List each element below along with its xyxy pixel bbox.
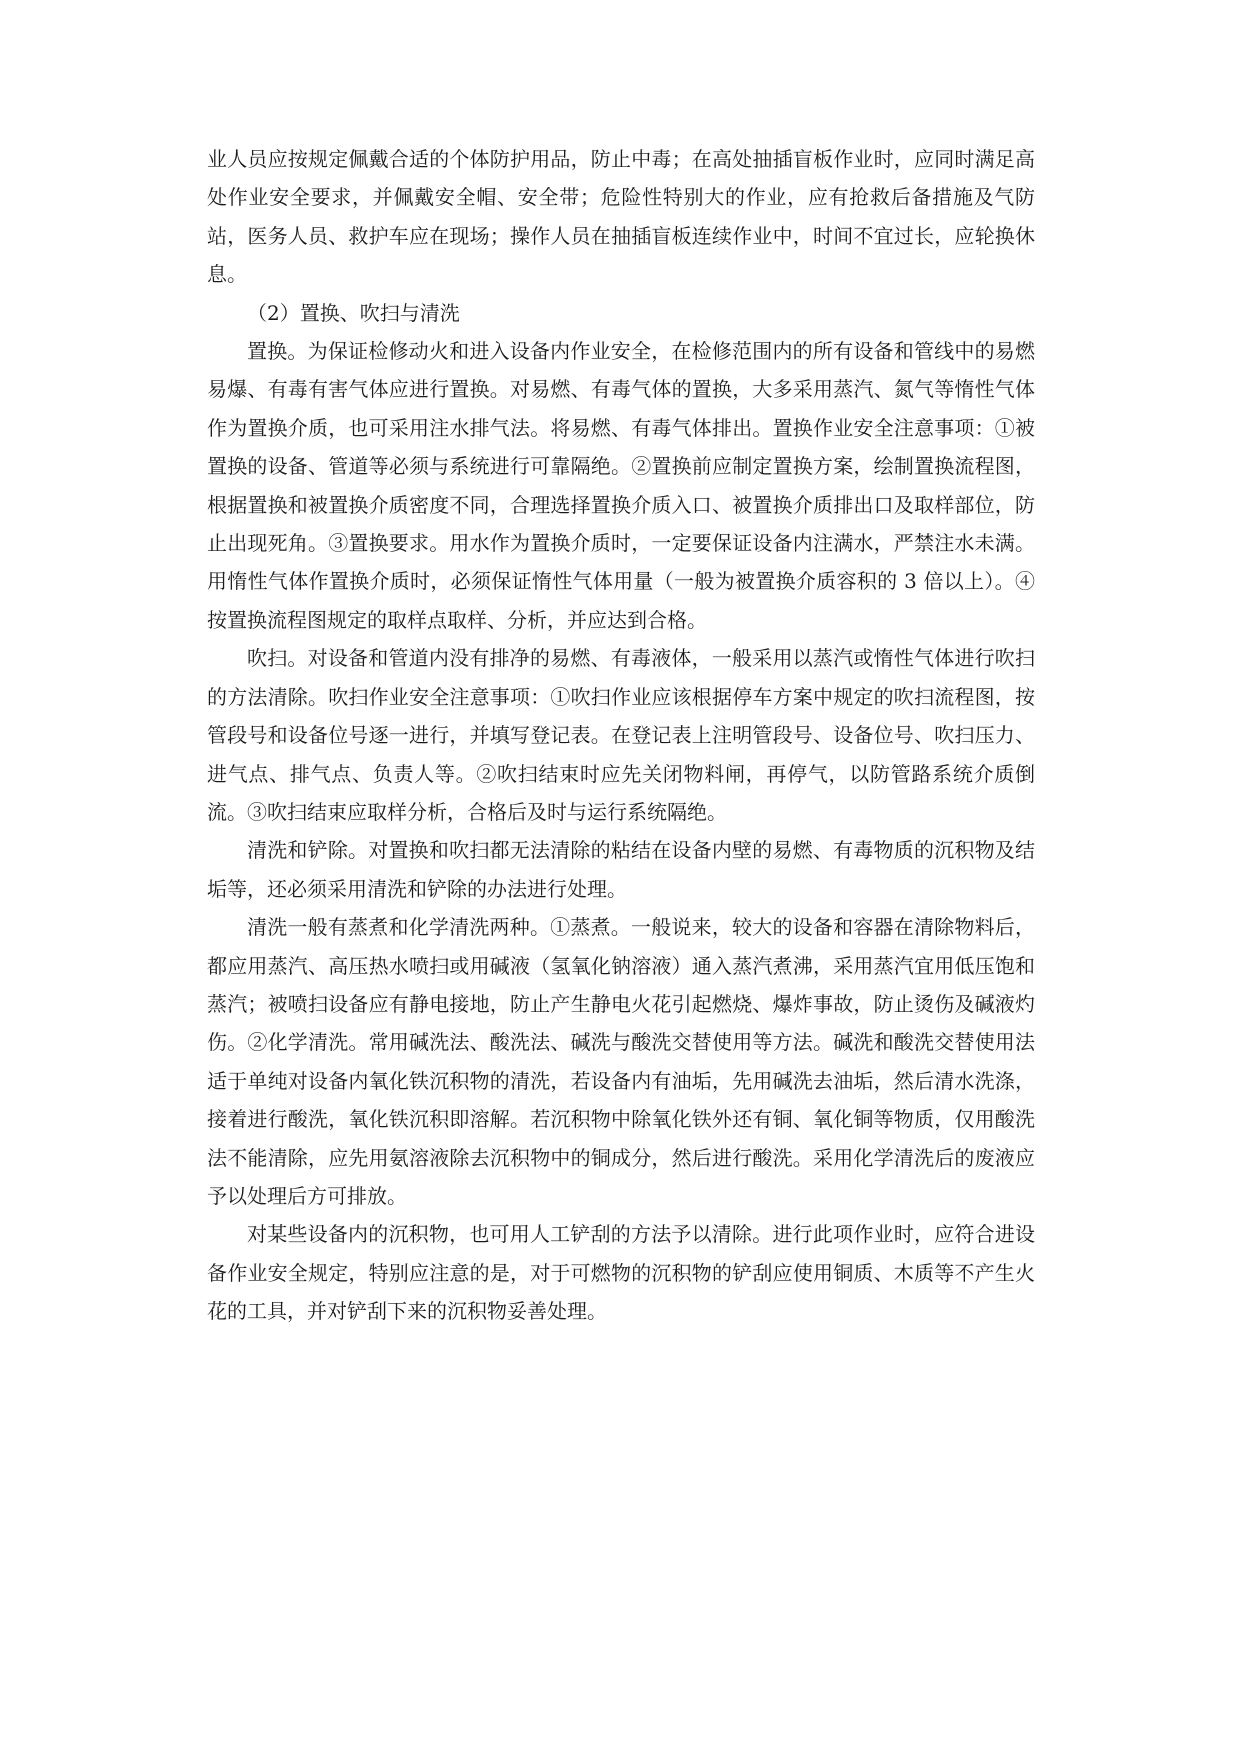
document-body (207, 140, 1035, 1331)
paragraph-cleaning-and-scraping: 清洗和铲除。对置换和吹扫都无法清除的粘结在设备内壁的易燃、有毒物质的沉积物及结垢等，还必须采用清洗和铲除的办法进行处理。 (207, 838, 1035, 901)
paragraph-purging: 吹扫。对设备和管道内没有排净的易燃、有毒液体，一般采用以蒸汽或惰性气体进行吹扫的方法清除。吹扫作业安全注意事项：①吹扫作业应该根据停车方案中规定的吹扫流程图，按管段号和设备位号逐一进行，并填写登记表。在登记表上注明管段号、设备位号、吹扫压力、进气点、排气点、负责人等。②吹扫结束时应先关闭物料闸，再停气，以防管路系统介质倒流。③吹扫结束应取样分析，合格后及时与运行系统隔绝。 (207, 646, 1035, 824)
paragraph-replacement: 置换。为保证检修动火和进入设备内作业安全，在检修范围内的所有设备和管线中的易燃易爆、有毒有害气体应进行置换。对易燃、有毒气体的置换，大多采用蒸汽、氮气等惰性气体作为置换介质，也可采用注水排气法。将易燃、有毒气体排出。置换作业安全注意事项：①被置换的设备、管道等必须与系统进行可靠隔绝。②置换前应制定置换方案，绘制置换流程图，根据置换和被置换介质密度不同，合理选择置换介质入口、被置换介质排出口及取样部位，防止出现死角。③置换要求。用水作为置换介质时，一定要保证设备内注满水，严禁注水未满。用惰性气体作置换介质时，必须保证惰性气体用量（一般为被置换介质容积的 3 倍以上）。④按置换流程图规定的取样点取样、分析，并应达到合格。 (207, 339, 1035, 632)
paragraph-cleaning-methods: 清洗一般有蒸煮和化学清洗两种。①蒸煮。一般说来，较大的设备和容器在清除物料后，都应用蒸汽、高压热水喷扫或用碱液（氢氧化钠溶液）通入蒸汽煮沸，采用蒸汽宜用低压饱和蒸汽；被喷扫设备应有静电接地，防止产生静电火花引起燃烧、爆炸事故，防止烫伤及碱液灼伤。②化学清洗。常用碱洗法、酸洗法、碱洗与酸洗交替使用等方法。碱洗和酸洗交替使用法适于单纯对设备内氧化铁沉积物的清洗，若设备内有油垢，先用碱洗去油垢，然后清水洗涤，接着进行酸洗，氧化铁沉积即溶解。若沉积物中除氧化铁外还有铜、氧化铜等物质，仅用酸洗法不能清除，应先用氨溶液除去沉积物中的铜成分，然后进行酸洗。采用化学清洗后的废液应予以处理后方可排放。 (207, 915, 1035, 1208)
section-heading-replacement-purge-cleaning: （2）置换、吹扫与清洗 (247, 300, 460, 325)
paragraph-manual-scraping: 对某些设备内的沉积物，也可用人工铲刮的方法予以清除。进行此项作业时，应符合进设备作业安全规定，特别应注意的是，对于可燃物的沉积物的铲刮应使用铜质、木质等不产生火花的工具，并对铲刮下来的沉积物妥善处理。 (207, 1222, 1035, 1324)
paragraph-ppe-continuation: 业人员应按规定佩戴合适的个体防护用品，防止中毒；在高处抽插盲板作业时，应同时满足高处作业安全要求，并佩戴安全帽、安全带；危险性特别大的作业，应有抢救后备措施及气防站，医务人员、救护车应在现场；操作人员在抽插盲板连续作业中，时间不宜过长，应轮换休息。 (207, 147, 1035, 287)
